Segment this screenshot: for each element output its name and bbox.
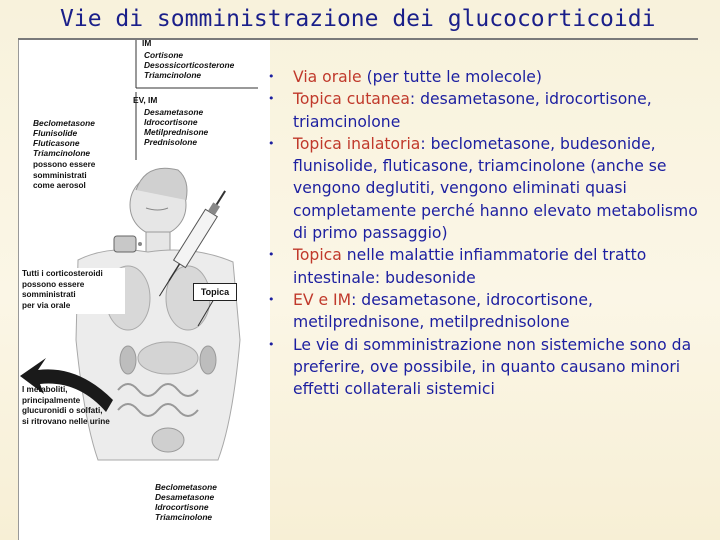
drug-label: Beclometasone	[155, 482, 217, 492]
drug-label: Triamcinolone	[33, 148, 91, 158]
administration-routes-figure	[18, 40, 270, 540]
drug-label: Fluticasone	[33, 138, 80, 148]
bullet-glyph: •	[268, 292, 275, 306]
bullet-highlight: Via orale	[293, 68, 362, 86]
bullet-glyph: •	[268, 92, 275, 106]
bullet-highlight: Topica cutanea	[293, 90, 410, 109]
oral-note: Tutti i corticosteroidi possono essere somministrati per via orale	[22, 269, 103, 310]
ev-im-route-label: EV, IM	[133, 95, 158, 105]
inhaled-drug-list	[33, 118, 95, 158]
drug-label: Triamcinolone	[155, 512, 213, 522]
bullet-item	[266, 133, 712, 244]
drug-label: Idrocortisone	[155, 502, 209, 512]
drug-label: Desossicorticosterone	[144, 60, 235, 70]
metabolites-note: I metaboliti, principalmente glucuronidi o solfati, si ritrovano nelle urine	[22, 385, 110, 426]
drug-label: Metilprednisone	[144, 127, 209, 137]
inhaled-note: possono essere somministrati come aerosol	[33, 160, 96, 190]
aerosol-icon	[114, 236, 142, 252]
bullet-item	[266, 66, 712, 88]
page-title: Vie di somministrazione dei glucocorticoidi	[60, 6, 656, 32]
drug-label: Desametasone	[144, 107, 204, 117]
bullet-item	[266, 289, 712, 334]
drug-label: Flunisolide	[33, 128, 78, 138]
im-route-label: IM	[142, 40, 152, 48]
drug-label: Triamcinolone	[144, 70, 202, 80]
bullet-list	[266, 66, 712, 400]
drug-label: Cortisone	[144, 50, 184, 60]
im-drug-list	[144, 50, 234, 80]
bullet-glyph: •	[268, 70, 275, 83]
bullet-text: Le vie di somministrazione non sistemiche sono da preferire, ove possibile, in quanto causano minori effetti collaterali sistemici	[293, 335, 692, 399]
bullet-highlight: Topica inalatoria	[293, 134, 421, 153]
topica-label: Topica	[193, 283, 237, 301]
bullet-highlight: Topica	[293, 246, 342, 265]
bullet-item	[266, 244, 712, 289]
head-silhouette	[130, 168, 187, 254]
bullet-glyph: •	[268, 337, 275, 351]
drug-label: Idrocortisone	[144, 117, 198, 127]
topical-drug-list	[155, 482, 217, 522]
bullet-text: (per tutte le molecole)	[361, 68, 542, 86]
drug-label: Prednisolone	[144, 137, 198, 147]
bullet-text: nelle malattie infiammatorie del tratto intestinale: budesonide	[293, 246, 647, 287]
bullet-highlight: EV e IM	[293, 290, 352, 309]
drug-label: Desametasone	[155, 492, 215, 502]
bullet-glyph: •	[268, 136, 275, 150]
ev-drug-list	[144, 107, 208, 147]
bullet-glyph: •	[268, 248, 275, 262]
bullet-item	[266, 334, 712, 401]
bullet-item	[266, 88, 712, 133]
bullet-text: : beclometasone, budesonide, flunisolide, fluticasone, triamcinolone (anche se vengono deglutiti, vengono eliminati quasi completamente perché hanno elevato metabolismo di primo passaggio)	[293, 134, 698, 243]
bullet-text: : desametasone, idrocortisone, metilprednisone, metilprednisolone	[293, 290, 593, 332]
bullet-text: : desametasone, idrocortisone, triamcinolone	[293, 90, 652, 131]
drug-label: Beclometasone	[33, 118, 95, 128]
